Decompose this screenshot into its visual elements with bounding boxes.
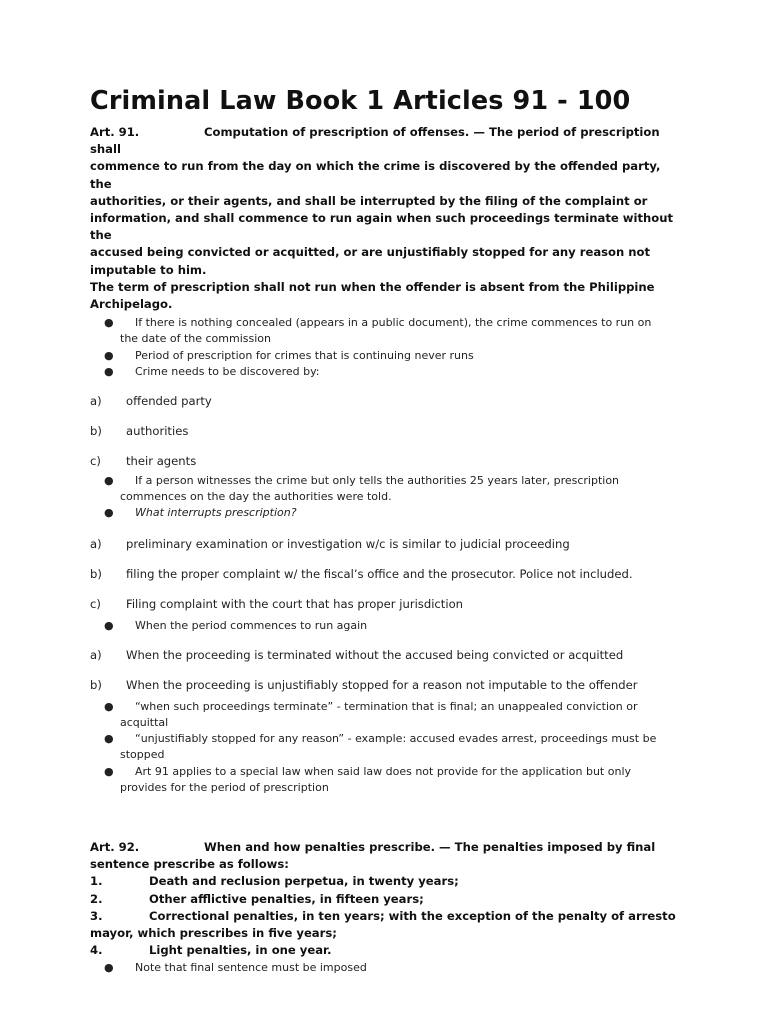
lettered-item: [90, 453, 680, 469]
bullet-text: Art 91 applies to a special law when said law does not provide for the application but only: [135, 764, 632, 778]
art-92-item: [90, 891, 680, 908]
bullet-icon: ●: [104, 618, 114, 632]
item-letter: b): [90, 566, 102, 581]
art-91-heading-line: accused being convicted or acquitted, or are unjustifiably stopped for any reason not: [90, 245, 651, 260]
lettered-item: [90, 423, 680, 439]
document-page: [90, 86, 680, 976]
bullet-text: Period of prescription for crimes that is continuing never runs: [135, 348, 474, 362]
art-91-bullets-1: [90, 315, 680, 380]
art-92-item-continuation: mayor, which prescribes in five years;: [90, 926, 337, 941]
art-91-number: Art. 91.: [90, 125, 140, 139]
commences-list: [90, 647, 680, 693]
list-item: [90, 960, 680, 976]
bullet-icon: ●: [104, 960, 114, 974]
art-92-note: Note that final sentence must be imposed: [135, 960, 367, 974]
bullet-text: When the period commences to run again: [135, 618, 368, 632]
bullet-text: acquittal: [120, 716, 169, 730]
item-letter: b): [90, 424, 102, 439]
art-91-bullets-4: [90, 699, 680, 796]
page-title: Criminal Law Book 1 Articles 91 - 100: [90, 86, 631, 116]
item-number: 3.: [90, 908, 103, 923]
bullet-text: “when such proceedings terminate” - termination that is final; an unappealed conviction or: [135, 699, 638, 713]
bullet-icon: ●: [104, 764, 114, 778]
bullet-text: commences on the day the authorities were told.: [120, 490, 392, 504]
bullet-text: provides for the period of prescription: [120, 780, 329, 794]
item-text: offended party: [126, 394, 212, 409]
bullet-text: If there is nothing concealed (appears in a public document), the crime commences to run on: [135, 316, 652, 330]
bullet-icon: ●: [104, 348, 114, 362]
item-number: 1.: [90, 874, 103, 889]
bullet-text: If a person witnesses the crime but only tells the authorities 25 years later, prescription: [135, 474, 620, 488]
item-letter: a): [90, 394, 102, 409]
art-92-items: [90, 873, 680, 959]
art-91-heading-lines: [90, 158, 680, 313]
list-item: [90, 505, 680, 521]
list-item: [90, 348, 680, 364]
item-text: Light penalties, in one year.: [149, 943, 332, 958]
item-text: When the proceeding is terminated without the accused being convicted or acquitted: [126, 647, 624, 662]
item-text: Correctional penalties, in ten years; with the exception of the penalty of arresto: [149, 908, 676, 923]
bullet-text: Crime needs to be discovered by:: [135, 364, 320, 378]
discovered-by-list: [90, 393, 680, 469]
art-91-heading: [90, 124, 680, 313]
art-91-bullets-2: [90, 473, 680, 522]
bullet-icon: ●: [104, 474, 114, 488]
bullet-text: What interrupts prescription?: [135, 506, 297, 520]
list-item: [90, 618, 680, 634]
item-letter: c): [90, 596, 101, 611]
item-number: 4.: [90, 943, 103, 958]
item-letter: b): [90, 677, 102, 692]
art-92-item: [90, 942, 680, 959]
bullet-icon: ●: [104, 316, 114, 330]
lettered-item: [90, 393, 680, 409]
interrupts-list: [90, 536, 680, 612]
item-text: filing the proper complaint w/ the fiscal’s office and the prosecutor. Police not included.: [126, 566, 633, 581]
bullet-icon: ●: [104, 364, 114, 378]
item-letter: a): [90, 647, 102, 662]
lettered-item: [90, 596, 680, 612]
bullet-icon: ●: [104, 732, 114, 746]
bullet-text: stopped: [120, 748, 165, 762]
lettered-item: [90, 566, 680, 582]
bullet-icon: ●: [104, 699, 114, 713]
art-92-heading-second: sentence prescribe as follows:: [90, 857, 289, 872]
item-text: preliminary examination or investigation w/c is similar to judicial proceeding: [126, 536, 570, 551]
art-92-heading: [90, 839, 680, 959]
item-text: authorities: [126, 424, 189, 439]
item-text: their agents: [126, 454, 197, 469]
bullet-icon: ●: [104, 506, 114, 520]
item-text: Filing complaint with the court that has proper jurisdiction: [126, 596, 464, 611]
lettered-item: [90, 677, 680, 693]
item-letter: c): [90, 454, 101, 469]
art-92-item: [90, 908, 680, 925]
item-letter: a): [90, 536, 102, 551]
art-92-bullets: [90, 960, 680, 976]
art-91-heading-first: Computation of prescription of offenses. — The period of prescription shall: [90, 125, 660, 157]
art-92-number: Art. 92.: [90, 840, 140, 855]
art-91-heading-line: commence to run from the day on which the crime is discovered by the offended party, the: [90, 159, 661, 191]
list-item: [90, 764, 680, 796]
art-91-bullets-3: [90, 618, 680, 634]
list-item: [90, 315, 680, 347]
item-text: Other afflictive penalties, in fifteen years;: [149, 891, 424, 906]
list-item: [90, 699, 680, 731]
art-91-heading-line: authorities, or their agents, and shall be interrupted by the filing of the complaint or: [90, 193, 648, 208]
art-92-heading-first: When and how penalties prescribe. — The penalties imposed by final: [204, 840, 656, 855]
item-number: 2.: [90, 891, 103, 906]
art-91-heading-line: imputable to him.: [90, 262, 207, 277]
art-91-heading-line: information, and shall commence to run again when such proceedings terminate without the: [90, 211, 674, 243]
list-item: [90, 364, 680, 380]
item-text: Death and reclusion perpetua, in twenty years;: [149, 874, 459, 889]
lettered-item: [90, 647, 680, 663]
art-91-heading-line: The term of prescription shall not run when the offender is absent from the Philippine: [90, 279, 655, 294]
lettered-item: [90, 536, 680, 552]
list-item: [90, 731, 680, 763]
bullet-text: the date of the commission: [120, 332, 271, 346]
art-91-heading-line: Archipelago.: [90, 297, 173, 312]
item-text: When the proceeding is unjustifiably stopped for a reason not imputable to the offender: [126, 677, 638, 692]
list-item: [90, 473, 680, 505]
art-92-item: [90, 873, 680, 890]
bullet-text: “unjustifiably stopped for any reason” - example: accused evades arrest, proceedings must be: [135, 732, 657, 746]
